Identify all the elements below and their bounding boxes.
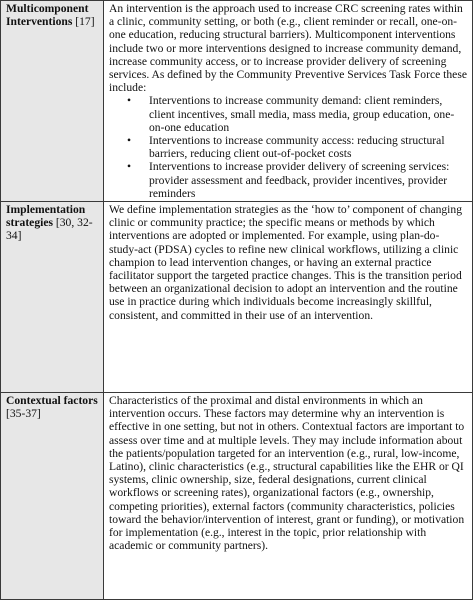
term-cell xyxy=(1,1,104,202)
term-references: [17] xyxy=(72,15,95,29)
term-references: [30, 32-34] xyxy=(6,216,93,243)
list-item-text: Interventions to increase community demand: client reminders, client incentives, small media, mass media, group education, one-on-one education xyxy=(149,94,455,134)
term-name: Multicomponent Interventions xyxy=(6,2,89,29)
term-cell xyxy=(1,393,104,600)
table-row xyxy=(1,393,473,600)
definition-text: Characteristics of the proximal and distal environments in which an intervention occurs. These factors may determine why an intervention is effective in one setting, but not in others. Contextual factors are important to assess over time and at multiple levels. They may include information about the patients/population targeted for an intervention (e.g., rural, low-income, Latino), clinic characteristics (e.g., structural capabilities like the EHR or QI systems, clinic ownership, size, federal designations, current clinical workflows or screening rates), organizational factors (e.g., ownership, competing priorities), external factors (community characteristics, policies toward the behavior/intervention of interest, grant or funding), or motivation for implementation (e.g., interest in the topic, prior relationship with academic or community partners). xyxy=(109,394,465,553)
bullet-icon: • xyxy=(127,160,132,174)
list-item xyxy=(127,94,467,134)
table-row xyxy=(1,1,473,202)
term-name: Implementation strategies xyxy=(6,203,86,230)
table-row xyxy=(1,202,473,393)
bullet-icon: • xyxy=(127,134,132,148)
definition-cell xyxy=(104,1,473,202)
term-references: [35-37] xyxy=(6,407,41,421)
term-cell xyxy=(1,202,104,393)
definition-cell xyxy=(104,393,473,600)
list-item xyxy=(127,134,467,161)
definition-text: An intervention is the approach used to increase CRC screening rates within a clinic, community setting, or both (e.g., client reminder or recall, one-on-one education, reducing structural barriers). Multicomponent interventions include two or more interventions designed to increase community demand, increase community access, or to increase provider delivery of screening services. As defined by the Community Preventive Services Task Force these include: xyxy=(109,2,467,95)
term-name: Contextual factors xyxy=(6,394,98,408)
list-item-text: Interventions to increase provider delivery of screening services: provider assessment and feedback, provider incentives, provider reminders xyxy=(149,160,450,200)
list-item-text: Interventions to increase community access: reducing structural barriers, reducing client out-of-pocket costs xyxy=(149,134,445,161)
bullet-list xyxy=(109,94,467,200)
definition-text: We define implementation strategies as the ‘how to’ component of changing clinic or community practice; the specific means or methods by which interventions are adopted or implemented. For example, using plan-do-study-act (PDSA) cycles to refine new clinical workflows, utilizing a clinic champion to lead intervention changes, or having an external practice facilitator support the targeted practice changes. This is the transition period between an organizational decision to adopt an intervention and the routine use in practice during which individuals become increasingly skillful, consistent, and committed in their use of an intervention. xyxy=(109,203,462,322)
definition-cell xyxy=(104,202,473,393)
list-item xyxy=(127,160,467,200)
bullet-icon: • xyxy=(127,94,132,108)
